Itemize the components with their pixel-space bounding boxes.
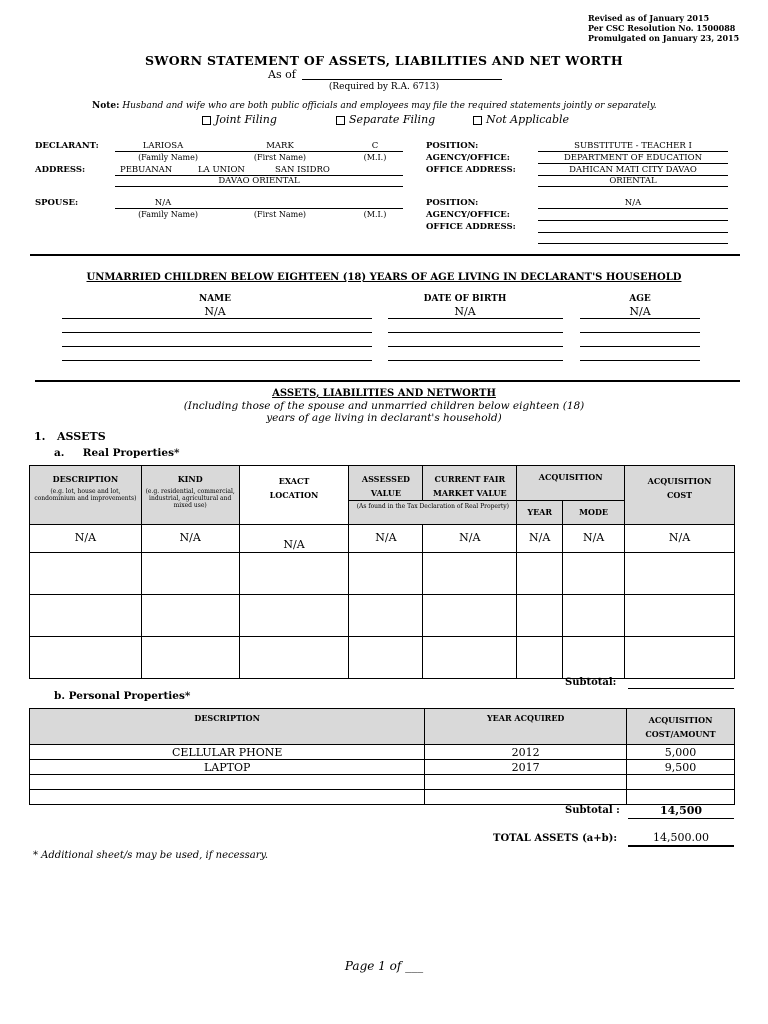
children-age-line-4 bbox=[580, 360, 700, 361]
real-cell-mode[interactable]: N/A bbox=[563, 525, 625, 553]
real-cell-year[interactable]: N/A bbox=[517, 525, 563, 553]
spouse-position-value[interactable]: N/A bbox=[624, 198, 642, 208]
spouse-family-name[interactable]: N/A bbox=[154, 198, 172, 208]
real-cell-cost[interactable]: N/A bbox=[625, 525, 735, 553]
th-fmv: CURRENT FAIR MARKET VALUE bbox=[423, 466, 517, 501]
children-name-line-4 bbox=[62, 360, 372, 361]
children-dob-line-4 bbox=[388, 360, 563, 361]
spouse-label: SPOUSE: bbox=[35, 198, 79, 208]
personal-cell-description[interactable]: CELLULAR PHONE bbox=[30, 745, 425, 760]
table-row bbox=[30, 637, 735, 679]
personal-subtotal-line bbox=[628, 818, 734, 819]
alnw-sub-1: (Including those of the spouse and unmarried children below eighteen (18) bbox=[183, 400, 585, 412]
th-personal-description: DESCRIPTION bbox=[30, 709, 425, 745]
agency-line bbox=[538, 163, 728, 164]
filing-option-not-applicable[interactable]: Not Applicable bbox=[473, 113, 569, 126]
page-number: Page 1 of ___ bbox=[344, 959, 424, 973]
children-age-line-3 bbox=[580, 346, 700, 347]
empty-cell[interactable] bbox=[625, 637, 735, 679]
empty-cell[interactable] bbox=[349, 637, 423, 679]
note-label: Note: bbox=[92, 101, 120, 111]
personal-cell-year[interactable]: 2017 bbox=[425, 760, 627, 775]
table-row bbox=[30, 745, 735, 760]
table-row bbox=[30, 760, 735, 775]
as-of-label: As of bbox=[268, 68, 296, 81]
agency-value[interactable]: DEPARTMENT OF EDUCATION bbox=[563, 153, 703, 163]
spouse-position-label: POSITION: bbox=[426, 198, 479, 208]
empty-cell[interactable] bbox=[625, 553, 735, 595]
table-row bbox=[30, 525, 735, 553]
th-acquisition: ACQUISITION bbox=[517, 466, 625, 501]
position-label: POSITION: bbox=[426, 141, 479, 151]
real-cell-description[interactable]: N/A bbox=[30, 525, 142, 553]
personal-cell-cost[interactable] bbox=[627, 775, 735, 790]
office-address-label: OFFICE ADDRESS: bbox=[426, 165, 516, 175]
promulgated-text: Promulgated on January 23, 2015 bbox=[588, 33, 740, 43]
checkbox-icon[interactable] bbox=[473, 116, 482, 125]
th-description bbox=[30, 466, 142, 525]
empty-cell[interactable] bbox=[349, 553, 423, 595]
th-description-sub: (e.g. lot, house and lot, condominium and improvements) bbox=[34, 488, 137, 502]
personal-cell-cost[interactable] bbox=[627, 790, 735, 805]
empty-cell[interactable] bbox=[517, 553, 563, 595]
children-dob-header: DATE OF BIRTH bbox=[423, 294, 507, 304]
family-name-caption: (Family Name) bbox=[138, 153, 198, 162]
empty-cell[interactable] bbox=[239, 637, 349, 679]
personal-cell-description[interactable] bbox=[30, 790, 425, 805]
office-address-value-2[interactable]: ORIENTAL bbox=[609, 176, 657, 186]
empty-cell[interactable] bbox=[563, 595, 625, 637]
th-cost: ACQUISITION COST bbox=[625, 466, 735, 525]
agency-label: AGENCY/OFFICE: bbox=[426, 153, 510, 163]
alnw-heading: ASSETS, LIABILITIES AND NETWORTH bbox=[272, 388, 496, 399]
table-row bbox=[30, 790, 735, 805]
children-name-line-1 bbox=[62, 318, 372, 319]
children-age-header: AGE bbox=[629, 294, 651, 304]
real-properties-label: a. Real Properties* bbox=[54, 447, 180, 459]
children-heading: UNMARRIED CHILDREN BELOW EIGHTEEN (18) YEARS OF AGE LIVING IN DECLARANT'S HOUSEHOLD bbox=[86, 272, 682, 283]
empty-cell[interactable] bbox=[423, 595, 517, 637]
revision-info bbox=[588, 13, 739, 43]
children-dob-line-2 bbox=[388, 332, 563, 333]
th-assessed: ASSESSED VALUE bbox=[349, 466, 423, 501]
empty-cell[interactable] bbox=[423, 553, 517, 595]
spouse-agency-label: AGENCY/OFFICE: bbox=[426, 210, 510, 220]
personal-cell-cost[interactable]: 9,500 bbox=[627, 760, 735, 775]
empty-cell[interactable] bbox=[563, 637, 625, 679]
empty-cell[interactable] bbox=[517, 595, 563, 637]
real-cell-location[interactable]: N/A bbox=[239, 525, 349, 553]
personal-cell-description[interactable] bbox=[30, 775, 425, 790]
children-dob-value[interactable]: N/A bbox=[454, 305, 476, 318]
th-year: YEAR bbox=[517, 501, 563, 525]
real-subtotal-label: Subtotal: bbox=[565, 677, 617, 688]
filing-option-joint[interactable]: Joint Filing bbox=[202, 113, 277, 126]
table-row bbox=[30, 775, 735, 790]
th-mode: MODE bbox=[563, 501, 625, 525]
empty-cell[interactable] bbox=[141, 637, 239, 679]
page-title: SWORN STATEMENT OF ASSETS, LIABILITIES AND NET WORTH bbox=[145, 53, 623, 68]
declarant-mi[interactable]: C bbox=[371, 141, 379, 151]
empty-cell[interactable] bbox=[239, 553, 349, 595]
empty-cell[interactable] bbox=[30, 553, 142, 595]
declarant-family-name[interactable]: LARIOSA bbox=[142, 141, 184, 151]
empty-cell[interactable] bbox=[423, 637, 517, 679]
address-line-1c[interactable]: SAN ISIDRO bbox=[275, 165, 330, 175]
revised-text: Revised as of January 2015 bbox=[588, 13, 710, 23]
children-age-line-2 bbox=[580, 332, 700, 333]
th-description-label: DESCRIPTION bbox=[52, 474, 119, 484]
total-assets-line bbox=[628, 845, 734, 847]
declarant-first-name[interactable]: MARK bbox=[266, 141, 294, 151]
position-value[interactable]: SUBSTITUTE - TEACHER I bbox=[574, 141, 692, 151]
position-line bbox=[538, 151, 728, 152]
children-name-value[interactable]: N/A bbox=[204, 305, 226, 318]
spouse-agency-line[interactable] bbox=[538, 220, 728, 221]
address-line-1b[interactable]: LA UNION bbox=[198, 165, 245, 175]
note bbox=[92, 101, 657, 111]
spouse-mi-caption: (M.I.) bbox=[363, 210, 387, 219]
first-name-caption: (First Name) bbox=[253, 153, 307, 162]
personal-subtotal-label: Subtotal : bbox=[565, 805, 620, 816]
as-of-line[interactable] bbox=[302, 79, 502, 80]
th-location: EXACT LOCATION bbox=[239, 466, 349, 525]
personal-cell-year[interactable]: 2012 bbox=[425, 745, 627, 760]
required-by: (Required by R.A. 6713) bbox=[328, 82, 440, 92]
section-divider-1 bbox=[30, 254, 740, 256]
personal-cell-description[interactable]: LAPTOP bbox=[30, 760, 425, 775]
children-name-header: NAME bbox=[198, 294, 232, 304]
resolution-text: Per CSC Resolution No. 1500088 bbox=[588, 23, 736, 33]
real-subtotal-line[interactable] bbox=[628, 688, 734, 689]
empty-cell[interactable] bbox=[517, 637, 563, 679]
filing-option-separate[interactable]: Separate Filing bbox=[336, 113, 435, 126]
address-line-1a[interactable]: PEBUANAN bbox=[120, 165, 173, 175]
office-address-value-1[interactable]: DAHICAN MATI CITY DAVAO bbox=[569, 165, 697, 175]
spouse-office-address-label: OFFICE ADDRESS: bbox=[426, 222, 516, 232]
personal-subtotal-value[interactable]: 14,500 bbox=[659, 804, 703, 817]
spouse-office-address-line-1[interactable] bbox=[538, 232, 728, 233]
children-name-line-2 bbox=[62, 332, 372, 333]
assets-label: 1. ASSETS bbox=[34, 430, 106, 443]
personal-properties-label: b. Personal Properties* bbox=[54, 690, 191, 702]
th-kind-sub: (e.g. residential, commercial, industrial, agricultural and mixed use) bbox=[145, 488, 235, 509]
children-dob-line-3 bbox=[388, 346, 563, 347]
personal-cell-year[interactable] bbox=[425, 790, 627, 805]
children-name-line-3 bbox=[62, 346, 372, 347]
real-cell-kind[interactable]: N/A bbox=[141, 525, 239, 553]
real-cell-assessed[interactable]: N/A bbox=[349, 525, 423, 553]
children-age-line-1 bbox=[580, 318, 700, 319]
empty-cell[interactable] bbox=[141, 595, 239, 637]
spouse-office-address-line-2[interactable] bbox=[538, 243, 728, 244]
note-text: Husband and wife who are both public officials and employees may file the required statements jointly or separately. bbox=[122, 101, 657, 111]
th-tax-note: (As found in the Tax Declaration of Real Property) bbox=[349, 501, 517, 525]
address-underline-2 bbox=[115, 186, 403, 187]
address-line-2[interactable]: DAVAO ORIENTAL bbox=[218, 176, 300, 186]
alnw-sub-2: years of age living in declarant's household) bbox=[266, 412, 502, 424]
personal-cell-year[interactable] bbox=[425, 775, 627, 790]
footnote: * Additional sheet/s may be used, if necessary. bbox=[33, 850, 269, 861]
section-divider-2 bbox=[35, 380, 740, 382]
table-row bbox=[30, 595, 735, 637]
address-label: ADDRESS: bbox=[35, 165, 86, 175]
office-address-line-2 bbox=[538, 186, 728, 187]
declarant-label: DECLARANT: bbox=[35, 141, 99, 151]
empty-cell[interactable] bbox=[239, 595, 349, 637]
real-cell-fmv[interactable]: N/A bbox=[423, 525, 517, 553]
empty-cell[interactable] bbox=[30, 595, 142, 637]
personal-cell-cost[interactable]: 5,000 bbox=[627, 745, 735, 760]
personal-properties-table bbox=[29, 708, 735, 805]
th-personal-year: YEAR ACQUIRED bbox=[425, 709, 627, 745]
total-assets-value[interactable]: 14,500.00 bbox=[653, 831, 709, 844]
mi-caption: (M.I.) bbox=[363, 153, 387, 162]
empty-cell[interactable] bbox=[349, 595, 423, 637]
children-age-value[interactable]: N/A bbox=[629, 305, 651, 318]
real-properties-table bbox=[29, 465, 735, 679]
th-kind bbox=[141, 466, 239, 525]
empty-cell[interactable] bbox=[563, 553, 625, 595]
table-row bbox=[30, 553, 735, 595]
children-dob-line-1 bbox=[388, 318, 563, 319]
th-kind-label: KIND bbox=[177, 474, 203, 484]
declarant-name-line bbox=[115, 151, 403, 152]
empty-cell[interactable] bbox=[30, 637, 142, 679]
total-assets-label: TOTAL ASSETS (a+b): bbox=[493, 833, 618, 844]
spouse-first-name-caption: (First Name) bbox=[253, 210, 307, 219]
th-personal-cost: ACQUISITION COST/AMOUNT bbox=[627, 709, 735, 745]
empty-cell[interactable] bbox=[625, 595, 735, 637]
spouse-family-name-caption: (Family Name) bbox=[138, 210, 198, 219]
checkbox-icon[interactable] bbox=[336, 116, 345, 125]
spouse-name-line bbox=[115, 208, 403, 209]
checkbox-icon[interactable] bbox=[202, 116, 211, 125]
empty-cell[interactable] bbox=[141, 553, 239, 595]
spouse-position-line bbox=[538, 208, 728, 209]
